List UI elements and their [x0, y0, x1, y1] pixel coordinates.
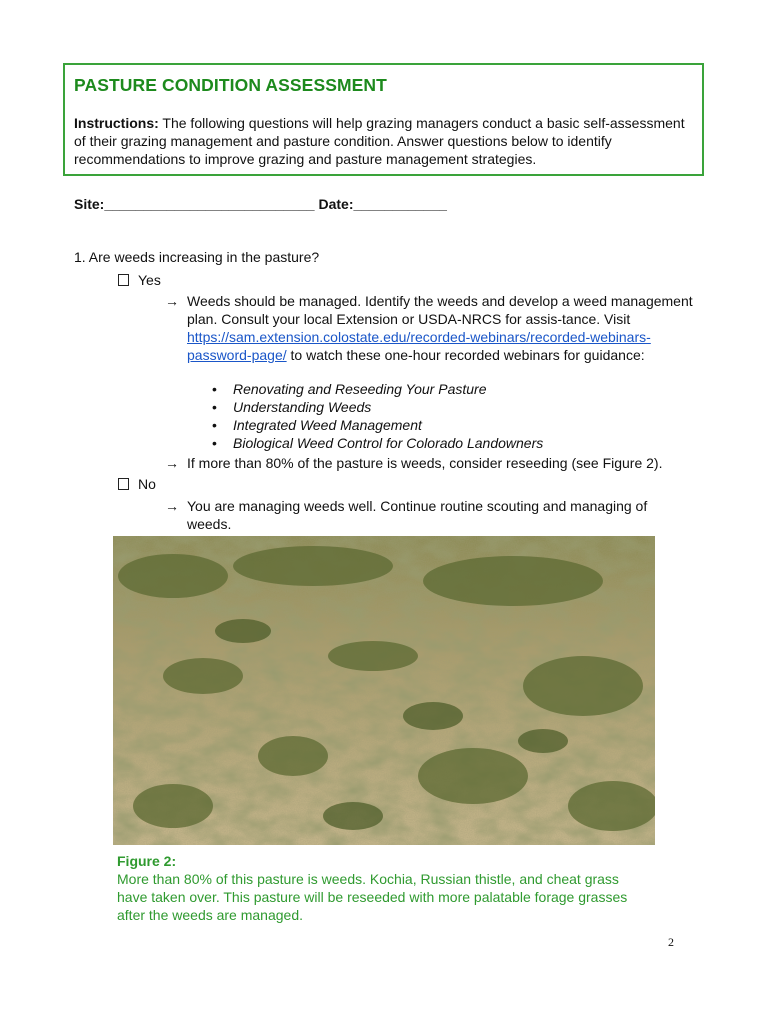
- yes-advice-1: [165, 292, 705, 364]
- figure-label: Figure 2:: [117, 853, 177, 869]
- page-number: 2: [668, 935, 674, 949]
- no-label: No: [138, 476, 156, 492]
- yes-advice-reseed: [165, 454, 705, 472]
- arrow-right-icon: →: [165, 293, 179, 309]
- page-title: PASTURE CONDITION ASSESSMENT: [74, 75, 387, 95]
- header-box: [63, 63, 704, 176]
- yes-checkbox[interactable]: [118, 274, 129, 286]
- yes-option[interactable]: [118, 272, 161, 288]
- list-item: • Biological Weed Control for Colorado Landowners: [208, 434, 543, 452]
- figure-caption-text: More than 80% of this pasture is weeds. Kochia, Russian thistle, and cheat grass have taken over. This pasture will be reseeded with more palatable forage grasses after the weeds are managed.: [117, 871, 628, 923]
- instructions: [74, 114, 693, 168]
- instructions-label: Instructions:: [74, 115, 159, 131]
- no-advice: [165, 497, 695, 533]
- site-field[interactable]: Site:___________________________: [74, 196, 315, 212]
- figure-caption: [117, 852, 647, 924]
- instructions-text: The following questions will help grazing managers conduct a basic self-assessment of their grazing management and pasture condition. Answer questions below to identify recommendations to improve grazing and pasture management strategies.: [74, 115, 685, 167]
- no-option[interactable]: [118, 476, 156, 492]
- yes-advice-text-2: to watch these one-hour recorded webinars for guidance:: [286, 347, 645, 363]
- arrow-right-icon: →: [165, 455, 179, 471]
- date-field[interactable]: Date:____________: [318, 196, 447, 212]
- pasture-weeds-photo: [113, 536, 655, 845]
- yes-advice-text-1: Weeds should be managed. Identify the weeds and develop a weed management plan. Consult your local Extension or USDA-NRCS for assis-tance. Visit: [187, 293, 693, 327]
- webinars-link[interactable]: https://sam.extension.colostate.edu/recorded-webinars/recorded-webinars-password-page/: [187, 329, 651, 363]
- site-date-line: [74, 196, 447, 212]
- list-item: • Renovating and Reseeding Your Pasture: [208, 380, 543, 398]
- yes-advice-text-3: If more than 80% of the pasture is weeds, consider reseeding (see Figure 2).: [187, 455, 663, 471]
- yes-label: Yes: [138, 272, 161, 288]
- webinar-list: [208, 380, 543, 452]
- list-item: • Understanding Weeds: [208, 398, 543, 416]
- list-item: • Integrated Weed Management: [208, 416, 543, 434]
- no-checkbox[interactable]: [118, 478, 129, 490]
- arrow-right-icon: →: [165, 498, 179, 514]
- question-1: 1. Are weeds increasing in the pasture?: [74, 249, 320, 265]
- no-advice-text: You are managing weeds well. Continue routine scouting and managing of weeds.: [187, 498, 648, 532]
